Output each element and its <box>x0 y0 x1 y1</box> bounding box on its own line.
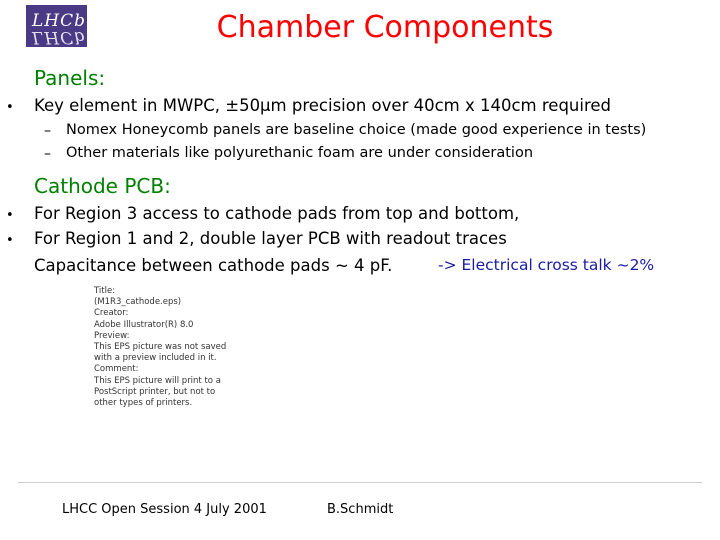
eps-line: Creator: <box>94 308 129 319</box>
eps-line: PostScript printer, but not to <box>94 386 216 397</box>
eps-line: Title: <box>94 286 116 296</box>
footer-author: B.Schmidt <box>327 502 394 517</box>
cathode-point-1: For Region 3 access to cathode pads from top and bottom, <box>34 204 520 223</box>
eps-line: This EPS picture was not saved <box>94 342 227 353</box>
logo-reflection: LHCb <box>32 27 87 47</box>
eps-line: Preview: <box>94 330 130 341</box>
logo-text: LHCb <box>32 11 87 31</box>
cathode-heading: Cathode PCB: <box>34 174 171 198</box>
eps-placeholder <box>94 286 226 409</box>
dash-marker: – <box>44 146 51 162</box>
dash-marker: – <box>44 123 51 139</box>
crosstalk-note: -> Electrical cross talk ~2% <box>438 256 655 274</box>
bullet-marker: • <box>6 100 14 115</box>
cathode-point-2: For Region 1 and 2, double layer PCB with readout traces <box>34 229 507 248</box>
lhcb-logo <box>26 5 87 47</box>
panels-main-point: Key element in MWPC, ±50μm precision over 40cm x 140cm required <box>34 96 612 115</box>
eps-line: (M1R3_cathode.eps) <box>94 297 182 308</box>
eps-line: This EPS picture will print to a <box>94 375 221 386</box>
panels-heading: Panels: <box>34 66 106 90</box>
footer-session: LHCC Open Session 4 July 2001 <box>62 502 267 517</box>
eps-line: with a preview included in it. <box>94 353 217 364</box>
footer-divider <box>18 482 702 483</box>
eps-line: Adobe Illustrator(R) 8.0 <box>94 319 194 330</box>
eps-line: other types of printers. <box>94 398 193 409</box>
eps-line: Comment: <box>94 364 139 375</box>
panels-sub-point-1: Nomex Honeycomb panels are baseline choice (made good experience in tests) <box>66 122 647 138</box>
panels-sub-point-2: Other materials like polyurethanic foam are under consideration <box>66 145 534 161</box>
capacitance-text: Capacitance between cathode pads ~ 4 pF. <box>34 256 393 275</box>
bullet-marker: • <box>6 233 14 248</box>
slide-title: Chamber Components <box>216 10 554 45</box>
bullet-marker: • <box>6 208 14 223</box>
